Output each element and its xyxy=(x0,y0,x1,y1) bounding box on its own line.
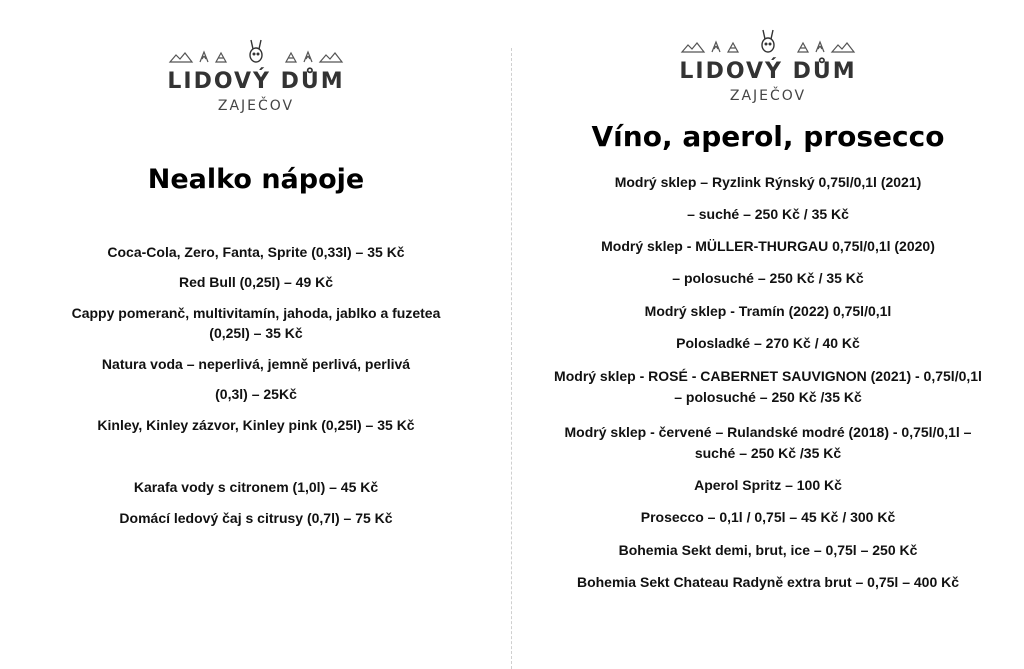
menu-item: Domácí ledový čaj s citrusy (0,7l) – 75 Kč xyxy=(119,510,393,526)
menu-item: Polosladké – 270 Kč / 40 Kč xyxy=(676,335,860,351)
menu-item: Aperol Spritz – 100 Kč xyxy=(694,477,842,493)
right-menu-page xyxy=(512,0,1024,669)
logo-decoration-icon xyxy=(678,28,858,54)
menu-item: – polosuché – 250 Kč / 35 Kč xyxy=(672,270,864,286)
menu-item: (0,3l) – 25Kč xyxy=(215,386,297,402)
page-title: Víno, aperol, prosecco xyxy=(591,120,945,153)
logo-brand: LIDOVÝ DŮM xyxy=(679,59,857,84)
menu-item: Modrý sklep – Ryzlink Rýnský 0,75l/0,1l (2021) xyxy=(614,174,922,190)
logo-decoration-icon xyxy=(166,38,346,64)
menu-item: Kinley, Kinley zázvor, Kinley pink (0,25l) – 35 Kč xyxy=(97,417,415,433)
menu-item: Modrý sklep - Tramín (2022) 0,75l/0,1l xyxy=(644,303,892,319)
menu-item: Natura voda – neperlivá, jemně perlivá, perlivá xyxy=(101,356,411,372)
logo xyxy=(0,38,512,114)
menu-item: Modrý sklep - MÜLLER-THURGAU 0,75l/0,1l (2020) xyxy=(601,238,935,254)
menu-item: – suché – 250 Kč / 35 Kč xyxy=(687,206,849,222)
menu-item: Coca-Cola, Zero, Fanta, Sprite (0,33l) – 35 Kč xyxy=(107,244,405,260)
page-title: Nealko nápoje xyxy=(147,164,365,195)
menu-item: Prosecco – 0,1l / 0,75l – 45 Kč / 300 Kč xyxy=(640,509,896,525)
menu-item: Modrý sklep - červené – Rulandské modré (2018) - 0,75l/0,1l – xyxy=(564,424,972,440)
menu-item: – polosuché – 250 Kč /35 Kč xyxy=(674,389,862,405)
logo-town: ZAJEČOV xyxy=(217,98,295,114)
logo-town: ZAJEČOV xyxy=(729,88,807,104)
menu-item: Cappy pomeranč, multivitamín, jahoda, jablko a fuzetea xyxy=(71,305,441,321)
menu-item: Bohemia Sekt demi, brut, ice – 0,75l – 250 Kč xyxy=(618,542,918,558)
menu-item: Modrý sklep - ROSÉ - CABERNET SAUVIGNON (2021) - 0,75l/0,1l xyxy=(554,368,982,384)
logo-brand: LIDOVÝ DŮM xyxy=(167,69,345,94)
logo xyxy=(512,28,1024,104)
menu-item: Karafa vody s citronem (1,0l) – 45 Kč xyxy=(133,479,379,495)
menu-item: Red Bull (0,25l) – 49 Kč xyxy=(178,274,334,290)
menu-item: Bohemia Sekt Chateau Radyně extra brut – 0,75l – 400 Kč xyxy=(576,574,960,590)
menu-item: suché – 250 Kč /35 Kč xyxy=(694,445,842,461)
menu-item: (0,25l) – 35 Kč xyxy=(209,325,303,341)
